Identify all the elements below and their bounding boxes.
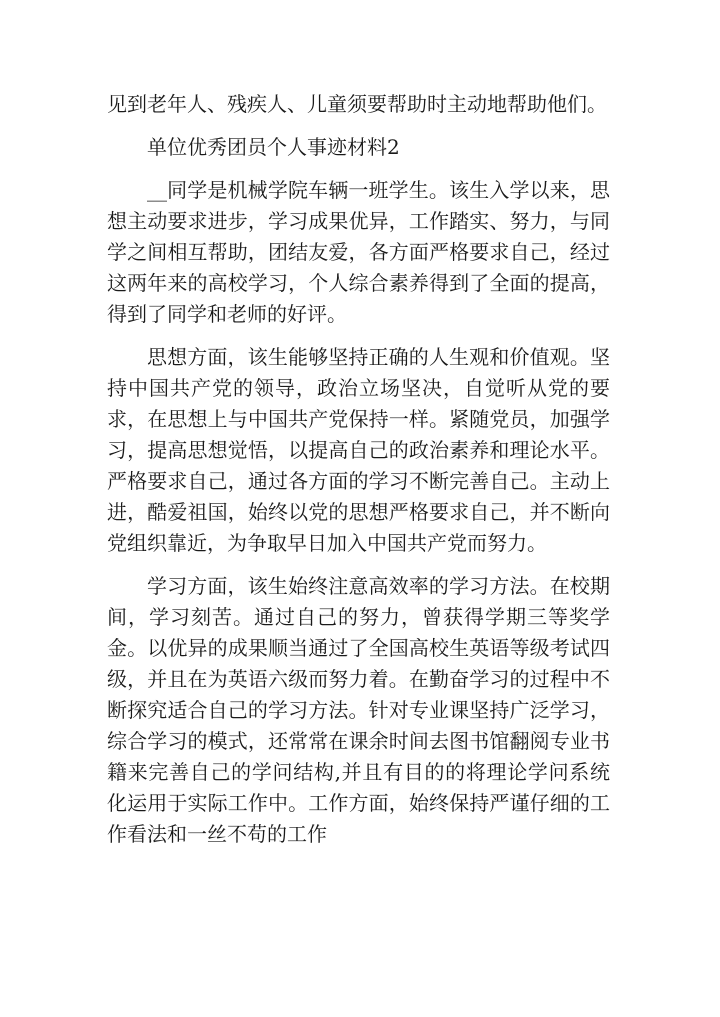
paragraph-intro: __同学是机械学院车辆一班学生。该生入学以来，思想主动要求进步，学习成果优异，工作踏实、努力，与同学之间相互帮助，团结友爱，各方面严格要求自己，经过这两年来的高校学习，个人综合素养得到了全面的提高，得到了同学和老师的好评。 (107, 178, 610, 326)
section-title: 单位优秀团员个人事迹材料2 (147, 135, 400, 159)
document-page (107, 89, 610, 850)
carryover-paragraph: 见到老年人、残疾人、儿童须要帮助时主动地帮助他们。 (107, 92, 607, 116)
paragraph-study: 学习方面，该生始终注意高效率的学习方法。在校期间，学习刻苦。通过自己的努力，曾获得学期三等奖学金。以优异的成果顺当通过了全国高校生英语等级考试四级，并且在为英语六级而努力着。在勤奋学习的过程中不断探究适合自己的学习方法。针对专业课坚持广泛学习，综合学习的模式，还常常在课余时间去图书馆翻阅专业书籍来完善自己的学问结构,并且有目的的将理论学问系统化运用于实际工作中。工作方面，始终保持严谨仔细的工作看法和一丝不苟的工作 (107, 574, 610, 846)
paragraph-ideology: 思想方面，该生能够坚持正确的人生观和价值观。坚持中国共产党的领导，政治立场坚决，自觉听从党的要求，在思想上与中国共产党保持一样。紧随党员，加强学习，提高思想觉悟，以提高自己的政治素养和理论水平。严格要求自己，通过各方面的学习不断完善自己。主动上进，酷爱祖国，始终以党的思想严格要求自己，并不断向党组织靠近，为争取早日加入中国共产党而努力。 (107, 345, 610, 555)
